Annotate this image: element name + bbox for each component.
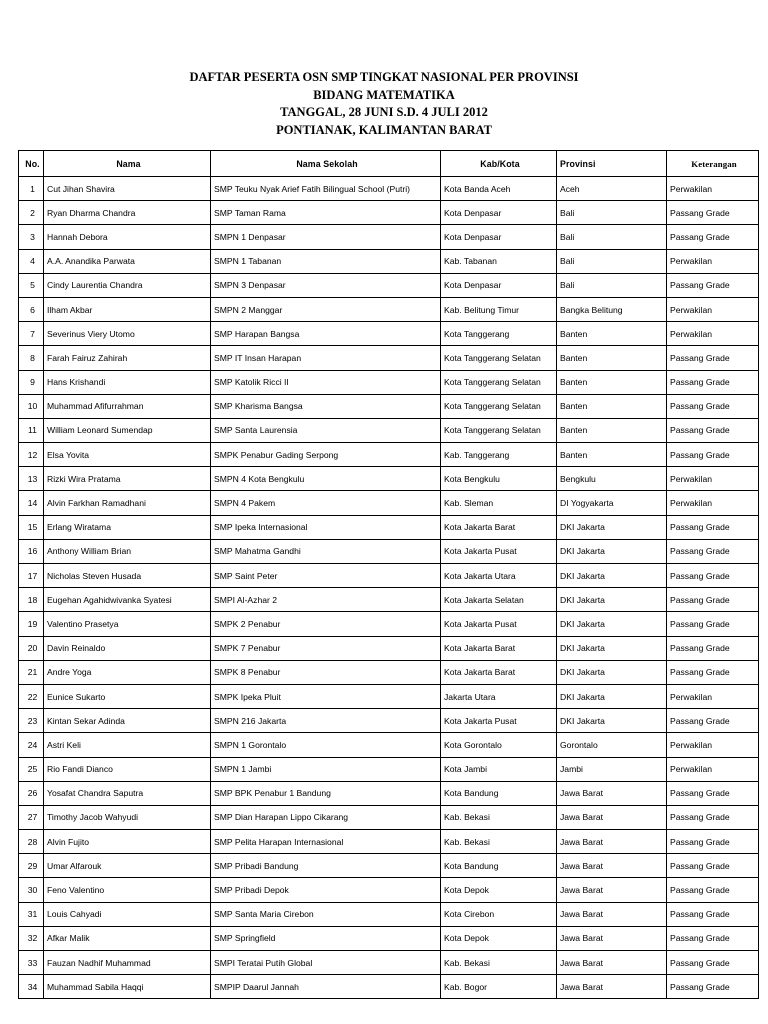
cell-nama: Erlang Wiratama	[44, 515, 211, 539]
cell-nama: Rizki Wira Pratama	[44, 467, 211, 491]
document-title	[0, 69, 768, 139]
cell-nama-sekolah: SMP Ipeka Internasional	[211, 515, 441, 539]
cell-provinsi: DKI Jakarta	[557, 612, 667, 636]
table-row	[19, 467, 759, 491]
cell-kab-kota: Kota Jambi	[441, 757, 557, 781]
cell-nama: Andre Yoga	[44, 660, 211, 684]
cell-kab-kota: Kota Jakarta Pusat	[441, 539, 557, 563]
table-row	[19, 515, 759, 539]
cell-no: 22	[19, 684, 44, 708]
cell-kab-kota: Kota Denpasar	[441, 273, 557, 297]
cell-provinsi: Bali	[557, 273, 667, 297]
cell-nama-sekolah: SMPK 8 Penabur	[211, 660, 441, 684]
table-row	[19, 346, 759, 370]
cell-nama-sekolah: SMPN 1 Denpasar	[211, 225, 441, 249]
cell-nama-sekolah: SMP Taman Rama	[211, 201, 441, 225]
cell-nama: William Leonard Sumendap	[44, 418, 211, 442]
cell-nama-sekolah: SMP Pribadi Bandung	[211, 854, 441, 878]
column-header-nama-sekolah: Nama Sekolah	[211, 151, 441, 177]
cell-keterangan: Perwakilan	[667, 467, 759, 491]
cell-provinsi: Banten	[557, 346, 667, 370]
table-row	[19, 297, 759, 321]
table-row	[19, 709, 759, 733]
cell-no: 31	[19, 902, 44, 926]
cell-provinsi: DKI Jakarta	[557, 660, 667, 684]
cell-nama: Nicholas Steven Husada	[44, 564, 211, 588]
table-row	[19, 443, 759, 467]
cell-keterangan: Passang Grade	[667, 781, 759, 805]
cell-provinsi: Jawa Barat	[557, 975, 667, 999]
cell-keterangan: Passang Grade	[667, 975, 759, 999]
cell-nama: Elsa Yovita	[44, 443, 211, 467]
participant-table	[18, 150, 759, 999]
cell-nama-sekolah: SMPN 2 Manggar	[211, 297, 441, 321]
cell-nama-sekolah: SMPN 216 Jakarta	[211, 709, 441, 733]
cell-no: 11	[19, 418, 44, 442]
cell-kab-kota: Kota Gorontalo	[441, 733, 557, 757]
cell-provinsi: Bengkulu	[557, 467, 667, 491]
cell-nama-sekolah: SMP Santa Maria Cirebon	[211, 902, 441, 926]
cell-keterangan: Passang Grade	[667, 273, 759, 297]
cell-kab-kota: Kota Tanggerang Selatan	[441, 346, 557, 370]
cell-kab-kota: Kota Tanggerang Selatan	[441, 418, 557, 442]
table-row	[19, 684, 759, 708]
table-row	[19, 273, 759, 297]
title-line-4: PONTIANAK, KALIMANTAN BARAT	[276, 122, 492, 137]
cell-keterangan: Perwakilan	[667, 684, 759, 708]
cell-keterangan: Perwakilan	[667, 322, 759, 346]
cell-provinsi: Jawa Barat	[557, 878, 667, 902]
cell-keterangan: Perwakilan	[667, 757, 759, 781]
cell-no: 2	[19, 201, 44, 225]
cell-kab-kota: Kab. Bekasi	[441, 951, 557, 975]
cell-kab-kota: Kota Depok	[441, 926, 557, 950]
cell-nama-sekolah: SMPN 4 Kota Bengkulu	[211, 467, 441, 491]
cell-no: 12	[19, 443, 44, 467]
cell-keterangan: Passang Grade	[667, 854, 759, 878]
table-row	[19, 805, 759, 829]
table-row	[19, 830, 759, 854]
cell-keterangan: Perwakilan	[667, 249, 759, 273]
cell-provinsi: Gorontalo	[557, 733, 667, 757]
cell-nama: Alvin Farkhan Ramadhani	[44, 491, 211, 515]
cell-kab-kota: Kota Jakarta Utara	[441, 564, 557, 588]
cell-kab-kota: Kota Cirebon	[441, 902, 557, 926]
table-row	[19, 757, 759, 781]
cell-no: 1	[19, 177, 44, 201]
cell-nama-sekolah: SMPN 4 Pakem	[211, 491, 441, 515]
cell-provinsi: DKI Jakarta	[557, 709, 667, 733]
cell-nama-sekolah: SMP Pribadi Depok	[211, 878, 441, 902]
cell-kab-kota: Kota Banda Aceh	[441, 177, 557, 201]
cell-provinsi: Jawa Barat	[557, 926, 667, 950]
cell-nama: Umar Alfarouk	[44, 854, 211, 878]
table-row	[19, 902, 759, 926]
cell-nama-sekolah: SMP Teuku Nyak Arief Fatih Bilingual School (Putri)	[211, 177, 441, 201]
cell-nama: Ilham Akbar	[44, 297, 211, 321]
cell-provinsi: DI Yogyakarta	[557, 491, 667, 515]
cell-provinsi: Jawa Barat	[557, 951, 667, 975]
table-row	[19, 733, 759, 757]
cell-provinsi: Jawa Barat	[557, 902, 667, 926]
cell-provinsi: Jawa Barat	[557, 781, 667, 805]
cell-no: 23	[19, 709, 44, 733]
cell-no: 30	[19, 878, 44, 902]
cell-kab-kota: Kota Denpasar	[441, 225, 557, 249]
cell-nama: Kintan Sekar Adinda	[44, 709, 211, 733]
cell-keterangan: Passang Grade	[667, 515, 759, 539]
cell-provinsi: Banten	[557, 394, 667, 418]
cell-keterangan: Passang Grade	[667, 805, 759, 829]
cell-keterangan: Passang Grade	[667, 636, 759, 660]
cell-no: 28	[19, 830, 44, 854]
cell-provinsi: Banten	[557, 443, 667, 467]
cell-provinsi: Bali	[557, 249, 667, 273]
cell-provinsi: Aceh	[557, 177, 667, 201]
cell-nama: Rio Fandi Dianco	[44, 757, 211, 781]
cell-nama: Hannah Debora	[44, 225, 211, 249]
cell-nama-sekolah: SMPI Al-Azhar 2	[211, 588, 441, 612]
cell-kab-kota: Kab. Sleman	[441, 491, 557, 515]
cell-nama-sekolah: SMP Springfield	[211, 926, 441, 950]
table-row	[19, 975, 759, 999]
cell-kab-kota: Kota Tanggerang	[441, 322, 557, 346]
cell-nama: Yosafat Chandra Saputra	[44, 781, 211, 805]
table-row	[19, 660, 759, 684]
table-row	[19, 926, 759, 950]
cell-nama-sekolah: SMPN 3 Denpasar	[211, 273, 441, 297]
cell-nama: Valentino Prasetya	[44, 612, 211, 636]
cell-no: 8	[19, 346, 44, 370]
cell-nama: Muhammad Afifurrahman	[44, 394, 211, 418]
cell-no: 32	[19, 926, 44, 950]
cell-no: 16	[19, 539, 44, 563]
cell-no: 25	[19, 757, 44, 781]
table-row	[19, 201, 759, 225]
cell-keterangan: Passang Grade	[667, 612, 759, 636]
cell-no: 24	[19, 733, 44, 757]
title-line-2: BIDANG MATEMATIKA	[313, 87, 455, 102]
cell-nama: Farah Fairuz Zahirah	[44, 346, 211, 370]
cell-kab-kota: Kota Jakarta Barat	[441, 515, 557, 539]
cell-no: 15	[19, 515, 44, 539]
cell-keterangan: Perwakilan	[667, 177, 759, 201]
cell-keterangan: Passang Grade	[667, 539, 759, 563]
cell-provinsi: DKI Jakarta	[557, 636, 667, 660]
cell-no: 13	[19, 467, 44, 491]
cell-provinsi: Banten	[557, 322, 667, 346]
cell-no: 33	[19, 951, 44, 975]
cell-nama-sekolah: SMPN 1 Jambi	[211, 757, 441, 781]
cell-nama-sekolah: SMP IT Insan Harapan	[211, 346, 441, 370]
cell-kab-kota: Kab. Bogor	[441, 975, 557, 999]
table-row	[19, 418, 759, 442]
cell-keterangan: Passang Grade	[667, 709, 759, 733]
cell-nama-sekolah: SMP Dian Harapan Lippo Cikarang	[211, 805, 441, 829]
cell-keterangan: Passang Grade	[667, 926, 759, 950]
table-body	[19, 177, 759, 999]
cell-nama-sekolah: SMPI Teratai Putih Global	[211, 951, 441, 975]
cell-nama-sekolah: SMPK 2 Penabur	[211, 612, 441, 636]
cell-keterangan: Passang Grade	[667, 394, 759, 418]
column-header-no: No.	[19, 151, 44, 177]
cell-kab-kota: Kota Jakarta Selatan	[441, 588, 557, 612]
cell-nama-sekolah: SMP Saint Peter	[211, 564, 441, 588]
cell-nama: Cut Jihan Shavira	[44, 177, 211, 201]
cell-nama-sekolah: SMP Katolik Ricci II	[211, 370, 441, 394]
cell-kab-kota: Kota Bengkulu	[441, 467, 557, 491]
cell-no: 14	[19, 491, 44, 515]
table-row	[19, 564, 759, 588]
table-row	[19, 370, 759, 394]
cell-provinsi: DKI Jakarta	[557, 539, 667, 563]
cell-keterangan: Passang Grade	[667, 902, 759, 926]
cell-nama-sekolah: SMP BPK Penabur 1 Bandung	[211, 781, 441, 805]
cell-no: 6	[19, 297, 44, 321]
cell-provinsi: Banten	[557, 370, 667, 394]
column-header-kab-kota: Kab/Kota	[441, 151, 557, 177]
cell-nama: Timothy Jacob Wahyudi	[44, 805, 211, 829]
cell-provinsi: Banten	[557, 418, 667, 442]
cell-keterangan: Passang Grade	[667, 588, 759, 612]
cell-keterangan: Passang Grade	[667, 201, 759, 225]
cell-provinsi: DKI Jakarta	[557, 588, 667, 612]
cell-nama-sekolah: SMPK Ipeka Pluit	[211, 684, 441, 708]
cell-kab-kota: Jakarta Utara	[441, 684, 557, 708]
cell-nama-sekolah: SMP Santa Laurensia	[211, 418, 441, 442]
cell-kab-kota: Kota Jakarta Barat	[441, 636, 557, 660]
cell-nama-sekolah: SMP Mahatma Gandhi	[211, 539, 441, 563]
cell-no: 21	[19, 660, 44, 684]
cell-provinsi: Jambi	[557, 757, 667, 781]
cell-nama-sekolah: SMPN 1 Gorontalo	[211, 733, 441, 757]
table-row	[19, 612, 759, 636]
column-header-keterangan: Keterangan	[667, 151, 759, 177]
cell-nama-sekolah: SMPIP Daarul Jannah	[211, 975, 441, 999]
cell-keterangan: Passang Grade	[667, 660, 759, 684]
cell-nama: Astri Keli	[44, 733, 211, 757]
cell-kab-kota: Kab. Tabanan	[441, 249, 557, 273]
cell-no: 17	[19, 564, 44, 588]
cell-keterangan: Passang Grade	[667, 830, 759, 854]
cell-nama: Cindy Laurentia Chandra	[44, 273, 211, 297]
cell-kab-kota: Kab. Belitung Timur	[441, 297, 557, 321]
cell-no: 3	[19, 225, 44, 249]
cell-kab-kota: Kota Jakarta Pusat	[441, 612, 557, 636]
cell-provinsi: Bali	[557, 201, 667, 225]
cell-kab-kota: Kab. Tanggerang	[441, 443, 557, 467]
cell-keterangan: Perwakilan	[667, 491, 759, 515]
cell-keterangan: Passang Grade	[667, 418, 759, 442]
cell-no: 29	[19, 854, 44, 878]
cell-no: 27	[19, 805, 44, 829]
cell-no: 9	[19, 370, 44, 394]
table-row	[19, 781, 759, 805]
column-header-nama: Nama	[44, 151, 211, 177]
cell-no: 5	[19, 273, 44, 297]
cell-keterangan: Passang Grade	[667, 443, 759, 467]
cell-nama: Hans Krishandi	[44, 370, 211, 394]
cell-nama-sekolah: SMPK 7 Penabur	[211, 636, 441, 660]
cell-nama-sekolah: SMP Kharisma Bangsa	[211, 394, 441, 418]
cell-keterangan: Passang Grade	[667, 370, 759, 394]
cell-nama: Louis Cahyadi	[44, 902, 211, 926]
cell-provinsi: Bangka Belitung	[557, 297, 667, 321]
cell-keterangan: Passang Grade	[667, 564, 759, 588]
table-row	[19, 394, 759, 418]
cell-provinsi: Jawa Barat	[557, 830, 667, 854]
cell-nama: Fauzan Nadhif Muhammad	[44, 951, 211, 975]
table-row	[19, 225, 759, 249]
column-header-provinsi: Provinsi	[557, 151, 667, 177]
cell-keterangan: Passang Grade	[667, 951, 759, 975]
cell-no: 10	[19, 394, 44, 418]
title-line-3: TANGGAL, 28 JUNI S.D. 4 JULI 2012	[280, 105, 488, 119]
cell-kab-kota: Kota Tanggerang Selatan	[441, 394, 557, 418]
cell-kab-kota: Kab. Bekasi	[441, 805, 557, 829]
cell-provinsi: Bali	[557, 225, 667, 249]
cell-no: 34	[19, 975, 44, 999]
cell-provinsi: DKI Jakarta	[557, 564, 667, 588]
cell-nama-sekolah: SMPN 1 Tabanan	[211, 249, 441, 273]
title-line-1: DAFTAR PESERTA OSN SMP TINGKAT NASIONAL PER PROVINSI	[189, 70, 579, 84]
cell-nama: Anthony William Brian	[44, 539, 211, 563]
cell-no: 18	[19, 588, 44, 612]
cell-nama: Alvin Fujito	[44, 830, 211, 854]
cell-provinsi: Jawa Barat	[557, 854, 667, 878]
cell-nama: Afkar Malik	[44, 926, 211, 950]
table-row	[19, 588, 759, 612]
cell-keterangan: Perwakilan	[667, 297, 759, 321]
table-header-row	[19, 151, 759, 177]
table-row	[19, 539, 759, 563]
table-row	[19, 491, 759, 515]
cell-keterangan: Passang Grade	[667, 225, 759, 249]
cell-keterangan: Perwakilan	[667, 733, 759, 757]
cell-nama-sekolah: SMP Pelita Harapan Internasional	[211, 830, 441, 854]
cell-kab-kota: Kota Tanggerang Selatan	[441, 370, 557, 394]
cell-nama: Feno Valentino	[44, 878, 211, 902]
cell-no: 7	[19, 322, 44, 346]
table-row	[19, 951, 759, 975]
table-row	[19, 878, 759, 902]
cell-kab-kota: Kota Denpasar	[441, 201, 557, 225]
cell-no: 26	[19, 781, 44, 805]
cell-no: 4	[19, 249, 44, 273]
cell-kab-kota: Kota Bandung	[441, 781, 557, 805]
cell-nama: Eugehan Agahidwivanka Syatesi	[44, 588, 211, 612]
cell-no: 20	[19, 636, 44, 660]
cell-no: 19	[19, 612, 44, 636]
cell-nama-sekolah: SMP Harapan Bangsa	[211, 322, 441, 346]
cell-kab-kota: Kota Bandung	[441, 854, 557, 878]
cell-nama: Severinus Viery Utomo	[44, 322, 211, 346]
cell-kab-kota: Kota Jakarta Pusat	[441, 709, 557, 733]
cell-keterangan: Passang Grade	[667, 878, 759, 902]
cell-provinsi: DKI Jakarta	[557, 684, 667, 708]
cell-nama-sekolah: SMPK Penabur Gading Serpong	[211, 443, 441, 467]
table-row	[19, 177, 759, 201]
cell-keterangan: Passang Grade	[667, 346, 759, 370]
cell-nama: A.A. Anandika Parwata	[44, 249, 211, 273]
cell-kab-kota: Kota Depok	[441, 878, 557, 902]
cell-nama: Davin Reinaldo	[44, 636, 211, 660]
cell-nama: Ryan Dharma Chandra	[44, 201, 211, 225]
cell-kab-kota: Kab. Bekasi	[441, 830, 557, 854]
cell-nama: Muhammad Sabila Haqqi	[44, 975, 211, 999]
cell-provinsi: Jawa Barat	[557, 805, 667, 829]
cell-kab-kota: Kota Jakarta Barat	[441, 660, 557, 684]
cell-provinsi: DKI Jakarta	[557, 515, 667, 539]
table-row	[19, 854, 759, 878]
cell-nama: Eunice Sukarto	[44, 684, 211, 708]
table-row	[19, 322, 759, 346]
table-row	[19, 249, 759, 273]
table-row	[19, 636, 759, 660]
